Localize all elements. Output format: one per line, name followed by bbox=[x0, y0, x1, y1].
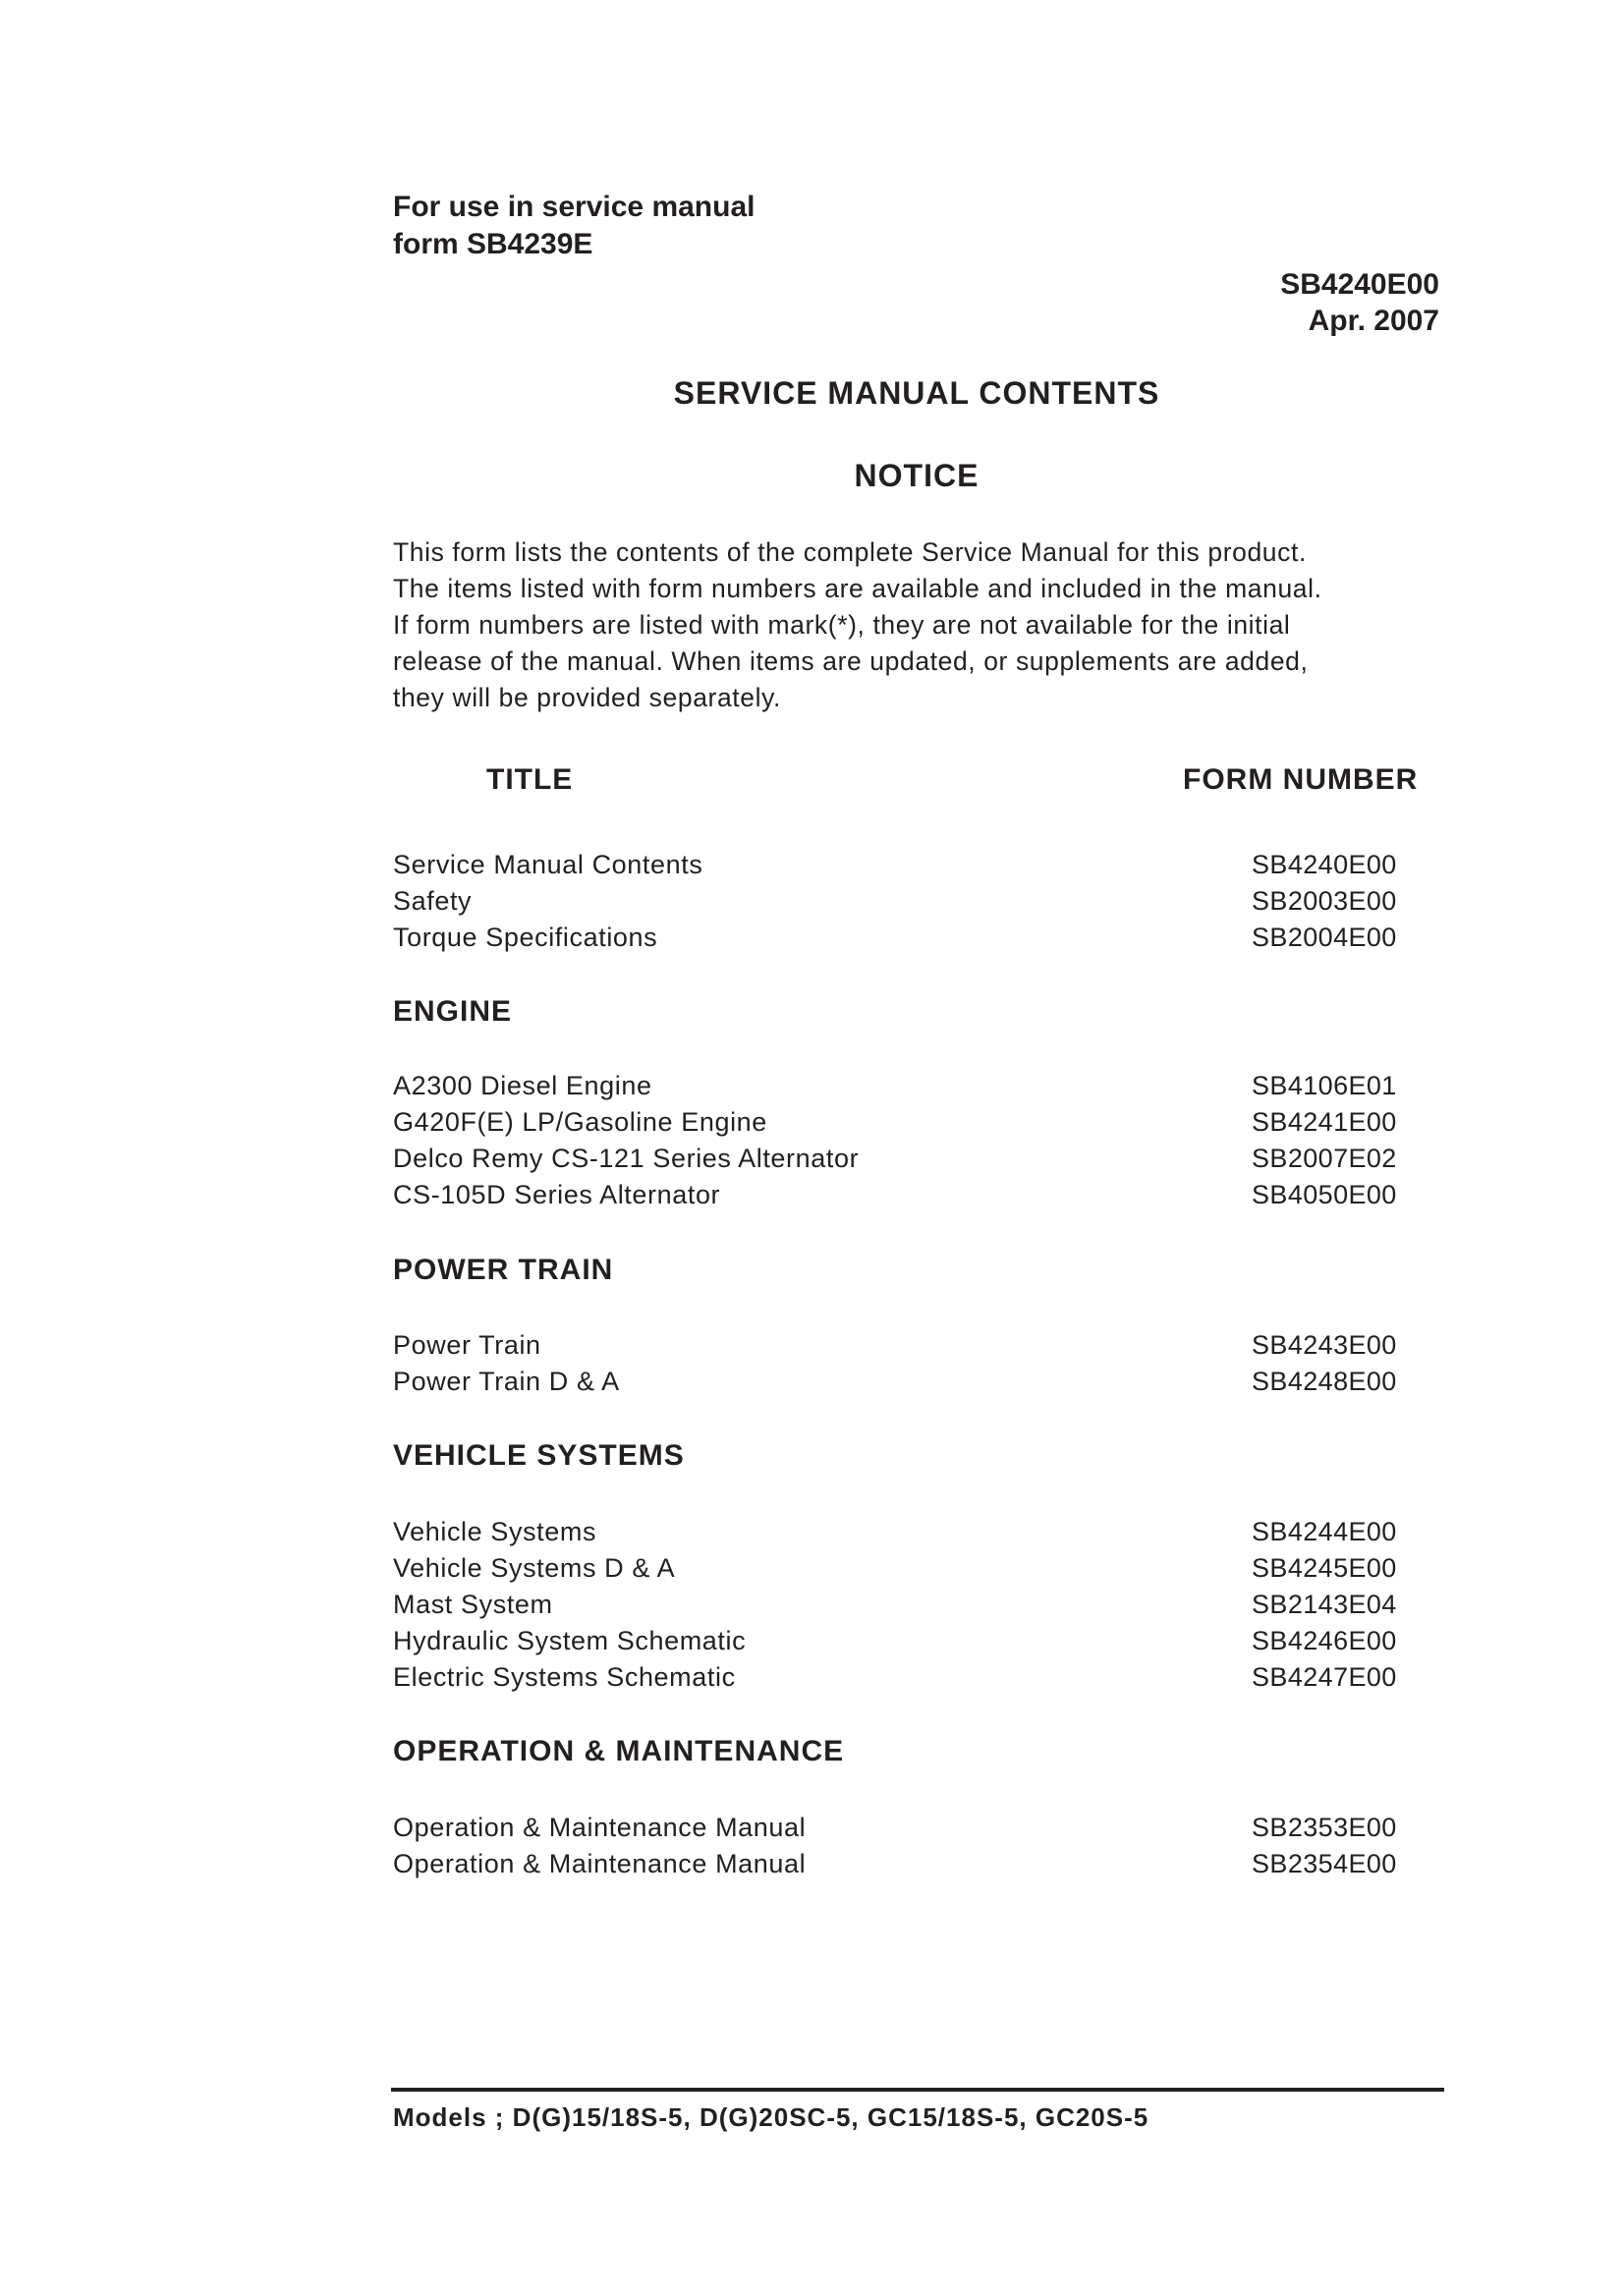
list-item-title: Electric Systems Schematic bbox=[393, 1662, 736, 1692]
section-heading-power-train: POWER TRAIN bbox=[393, 1254, 614, 1286]
list-item-form-number: SB2353E00 bbox=[1252, 1813, 1397, 1842]
list-item-form-number: SB4244E00 bbox=[1252, 1517, 1397, 1546]
list-item-form-number: SB4247E00 bbox=[1252, 1662, 1397, 1692]
section-heading-vehicle-systems: VEHICLE SYSTEMS bbox=[393, 1439, 685, 1472]
section-heading-engine: ENGINE bbox=[393, 995, 513, 1028]
list-item-form-number: SB2007E02 bbox=[1252, 1144, 1397, 1173]
list-item-form-number: SB4246E00 bbox=[1252, 1626, 1397, 1655]
list-item-title: Service Manual Contents bbox=[393, 850, 703, 879]
list-item-form-number: SB4050E00 bbox=[1252, 1180, 1397, 1209]
list-item-form-number: SB2354E00 bbox=[1252, 1849, 1397, 1878]
list-item-form-number: SB2143E04 bbox=[1252, 1590, 1397, 1619]
document-date: Apr. 2007 bbox=[1308, 305, 1439, 337]
list-item-title: Delco Remy CS-121 Series Alternator bbox=[393, 1144, 860, 1173]
page-title: SERVICE MANUAL CONTENTS bbox=[673, 375, 1160, 411]
list-item-title: Power Train D & A bbox=[393, 1367, 620, 1396]
notice-line: they will be provided separately. bbox=[393, 683, 781, 712]
list-item-form-number: SB4241E00 bbox=[1252, 1107, 1397, 1137]
list-item-title: Vehicle Systems bbox=[393, 1517, 597, 1546]
notice-paragraph bbox=[393, 534, 1454, 716]
list-item-title: Vehicle Systems D & A bbox=[393, 1553, 676, 1583]
service-manual-use-line: For use in service manual bbox=[393, 191, 756, 223]
footer-divider bbox=[391, 2088, 1444, 2092]
notice-heading: NOTICE bbox=[854, 458, 980, 493]
section-heading-operation-maintenance: OPERATION & MAINTENANCE bbox=[393, 1735, 845, 1767]
document-number: SB4240E00 bbox=[1280, 268, 1439, 301]
column-header-form-number: FORM NUMBER bbox=[1183, 763, 1419, 796]
service-manual-form-line: form SB4239E bbox=[393, 228, 593, 260]
list-item-form-number: SB2004E00 bbox=[1252, 923, 1397, 952]
list-item-title: Hydraulic System Schematic bbox=[393, 1626, 747, 1655]
list-item-form-number: SB4106E01 bbox=[1252, 1071, 1397, 1100]
list-item-title: CS-105D Series Alternator bbox=[393, 1180, 721, 1209]
column-header-title: TITLE bbox=[486, 763, 574, 796]
notice-line: The items listed with form numbers are available and included in the manual. bbox=[393, 574, 1322, 603]
notice-line: This form lists the contents of the complete Service Manual for this product. bbox=[393, 537, 1307, 567]
footer-models: Models ; D(G)15/18S-5, D(G)20SC-5, GC15/18S-5, GC20S-5 bbox=[393, 2102, 1149, 2132]
list-item-form-number: SB2003E00 bbox=[1252, 886, 1397, 916]
list-item-title: Safety bbox=[393, 886, 473, 916]
list-item-title: Power Train bbox=[393, 1330, 541, 1360]
list-item-title: G420F(E) LP/Gasoline Engine bbox=[393, 1107, 767, 1137]
list-item-form-number: SB4248E00 bbox=[1252, 1367, 1397, 1396]
list-item-form-number: SB4245E00 bbox=[1252, 1553, 1397, 1583]
list-item-title: Mast System bbox=[393, 1590, 553, 1619]
list-item-title: A2300 Diesel Engine bbox=[393, 1071, 652, 1100]
list-item-title: Operation & Maintenance Manual bbox=[393, 1813, 807, 1842]
list-item-title: Operation & Maintenance Manual bbox=[393, 1849, 807, 1878]
list-item-form-number: SB4243E00 bbox=[1252, 1330, 1397, 1360]
notice-line: If form numbers are listed with mark(*), they are not available for the initial bbox=[393, 610, 1291, 640]
list-item-form-number: SB4240E00 bbox=[1252, 850, 1397, 879]
notice-line: release of the manual. When items are updated, or supplements are added, bbox=[393, 646, 1309, 676]
list-item-title: Torque Specifications bbox=[393, 923, 658, 952]
